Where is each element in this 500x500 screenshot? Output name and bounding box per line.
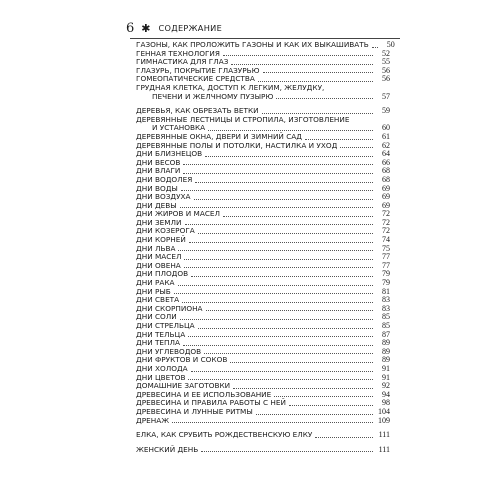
toc-entry-page: 68 (382, 166, 390, 176)
toc-entry-continuation (136, 93, 390, 102)
toc-entry-title: ДРЕВЕСИНА И ЕЕ ИСПОЛЬЗОВАНИЕ (136, 389, 272, 399)
dot-leader (204, 353, 373, 354)
section-title: СОДЕРЖАНИЕ (158, 23, 223, 33)
toc-entry-page: 111 (378, 430, 390, 440)
toc-entry-title: ДНИ ОВЕНА (136, 260, 181, 270)
toc-entry-page: 57 (382, 91, 390, 101)
toc-entry-title: ДЕРЕВЯННЫЕ ЛЕСТНИЦЫ И СТРОПИЛА, ИЗГОТОВЛЕНИЕ (136, 114, 350, 124)
toc-entry-page: 55 (382, 57, 390, 67)
dot-leader (189, 242, 373, 243)
dot-leader (195, 182, 373, 183)
dot-leader (178, 250, 373, 251)
toc-entry-title: ГЕННАЯ ТЕХНОЛОГИЯ (136, 48, 220, 58)
dot-leader (178, 285, 373, 286)
toc-entry-page: 69 (382, 192, 390, 202)
toc-entry-page: 85 (382, 321, 390, 330)
table-of-contents (136, 40, 395, 454)
toc-entry-title: ДЕРЕВЯННЫЕ ОКНА, ДВЕРИ И ЗИМНИЙ САД (136, 131, 302, 141)
toc-entry-page: 61 (382, 131, 390, 141)
dot-leader (201, 451, 373, 452)
dot-leader (182, 302, 373, 303)
toc-entry-page: 77 (382, 260, 390, 270)
toc-entry-title: ДЕРЕВЯННЫЕ ПОЛЫ И ПОТОЛКИ, НАСТИЛКА И УХОД (136, 140, 338, 150)
toc-entry-page: 89 (382, 355, 390, 365)
dot-leader (188, 379, 373, 380)
toc-entry-page: 91 (382, 363, 390, 373)
toc-entry-page: 56 (382, 74, 390, 84)
toc-entry-title: ДНИ ПЛОДОВ (136, 269, 189, 279)
toc-entry-page: 87 (382, 329, 390, 339)
toc-entry-title-cont: ПЕЧЕНИ И ЖЕЛЧНОМУ ПУЗЫРЮ (152, 91, 274, 101)
dot-leader (180, 207, 373, 208)
dot-leader (188, 336, 373, 337)
toc-entry-page: 111 (378, 444, 390, 454)
dot-leader (223, 216, 373, 217)
toc-entry-page: 75 (382, 243, 390, 253)
toc-entry-page: 89 (382, 346, 390, 356)
toc-entry-title: ДНИ ВОДЫ (136, 183, 178, 193)
dot-leader (184, 259, 373, 260)
toc-entry-page: 83 (382, 303, 390, 313)
toc-entry-title: ДРЕВЕСИНА И ПРАВИЛА РАБОТЫ С НЕЙ (136, 398, 286, 408)
toc-entry-page: 85 (382, 312, 390, 322)
toc-entry-title: ДРЕВЕСИНА И ЛУННЫЕ РИТМЫ (136, 406, 253, 416)
dot-leader (223, 55, 373, 56)
toc-entry-page: 59 (382, 106, 390, 116)
toc-entry (136, 417, 390, 426)
dot-leader (315, 437, 373, 438)
toc-entry-title: ГИМНАСТИКА ДЛЯ ГЛАЗ (136, 57, 229, 67)
toc-entry-title: ДНИ УГЛЕВОДОВ (136, 346, 202, 356)
toc-entry-title: ДНИ СКОРПИОНА (136, 303, 203, 313)
toc-entry-page: 68 (382, 174, 390, 184)
dot-leader (230, 362, 373, 363)
toc-entry-page: 72 (382, 217, 390, 227)
toc-entry-title: ДНИ РЫБ (136, 286, 171, 296)
toc-entry-page: 94 (382, 389, 390, 399)
toc-entry-title: ДНИ БЛИЗНЕЦОВ (136, 149, 203, 159)
toc-entry-title-cont: И УСТАНОВКА (152, 123, 206, 133)
toc-entry-title: ДНИ ЛЬВА (136, 243, 176, 253)
toc-entry-title: ДОМАШНИЕ ЗАГОТОВКИ (136, 381, 231, 391)
toc-entry-page: 60 (382, 123, 390, 133)
toc-entry-title: ДНИ СТРЕЛЬЦА (136, 321, 195, 330)
dot-leader (185, 224, 374, 225)
toc-entry-title: ДНИ ЦВЕТОВ (136, 372, 186, 382)
toc-entry-page: 62 (382, 140, 390, 150)
toc-entry-title: ДНИ СВЕТА (136, 295, 180, 305)
toc-entry-title: ДНИ КОРНЕЙ (136, 235, 186, 245)
toc-entry-title: ДНИ ЗЕМЛИ (136, 217, 182, 227)
dot-leader (305, 139, 373, 140)
toc-entry-title: ЕЛКА, КАК СРУБИТЬ РОЖДЕСТВЕНСКУЮ ЕЛКУ (136, 430, 313, 440)
toc-entry (136, 279, 390, 288)
dot-leader (191, 371, 373, 372)
dot-leader (372, 47, 378, 48)
toc-entry-title: ГАЗОНЫ, КАК ПРОЛОЖИТЬ ГАЗОНЫ И КАК ИХ ВЫКАШИВАТЬ (136, 40, 369, 49)
toc-entry-page: 64 (382, 149, 390, 159)
toc-entry-page: 92 (382, 381, 390, 391)
toc-entry-page: 69 (382, 200, 390, 210)
dot-leader (208, 130, 373, 131)
toc-entry-title: ДНИ ВЕСОВ (136, 157, 181, 167)
dot-leader (194, 199, 373, 200)
toc-entry-page: 104 (378, 406, 390, 416)
toc-entry (136, 408, 390, 417)
toc-entry-title: ГЛАЗУРЬ, ПОКРЫТИЕ ГЛАЗУРЬЮ (136, 65, 260, 75)
toc-entry-page: 69 (382, 183, 390, 193)
star-ornament-icon: ✱ (141, 21, 151, 35)
toc-entry-title: ДНИ ДЕВЫ (136, 200, 177, 210)
dot-leader (276, 98, 373, 99)
page-number: 6 (126, 20, 135, 36)
toc-entry-page: 74 (382, 235, 390, 245)
toc-entry-title: ДНИ ТЕПЛА (136, 338, 180, 348)
page-header (126, 20, 222, 36)
toc-entry-title: ДНИ МАСЕЛ (136, 252, 182, 262)
dot-leader (174, 293, 373, 294)
toc-entry-page: 66 (382, 157, 390, 167)
dot-leader (198, 328, 373, 329)
toc-entry-title: ДНИ КОЗЕРОГА (136, 226, 195, 236)
dot-leader (198, 233, 373, 234)
toc-entry (136, 116, 390, 133)
toc-entry-title: ДНИ ХОЛОДА (136, 363, 188, 373)
toc-entry (136, 446, 390, 455)
dot-leader (231, 64, 373, 65)
dot-leader (256, 414, 373, 415)
dot-leader (233, 388, 373, 389)
toc-entry-title: ЖЕНСКИЙ ДЕНЬ (136, 444, 199, 454)
toc-entry-page: 91 (382, 372, 390, 382)
dot-leader (263, 72, 373, 73)
toc-entry-page: 77 (382, 252, 390, 262)
toc-entry-page: 79 (382, 269, 390, 279)
dot-leader (183, 345, 373, 346)
toc-entry-title: ДНИ ВОДОЛЕЯ (136, 174, 193, 184)
dot-leader (274, 396, 373, 397)
dot-leader (181, 190, 373, 191)
dot-leader (184, 267, 373, 268)
toc-entry-page: 56 (382, 65, 390, 75)
dot-leader (262, 113, 373, 114)
toc-entry-title: ДНИ ВОЗДУХА (136, 192, 191, 202)
toc-entry-page: 79 (382, 278, 390, 288)
toc-entry-page: 72 (382, 226, 390, 236)
toc-entry-title: ДНИ ФРУКТОВ И СОКОВ (136, 355, 228, 365)
toc-entry-title: ГОМЕОПАТИЧЕСКИЕ СРЕДСТВА (136, 74, 255, 84)
toc-entry-page: 89 (382, 338, 390, 348)
toc-entry-page: 81 (382, 286, 390, 296)
dot-leader (205, 156, 373, 157)
dot-leader (172, 422, 373, 423)
toc-entry-title: ДНИ ЖИРОВ И МАСЕЛ (136, 209, 221, 219)
toc-entry-page: 109 (378, 415, 390, 425)
header-rule (130, 38, 400, 39)
toc-entry-page: 72 (382, 209, 390, 219)
toc-entry-title: ДНИ ВЛАГИ (136, 166, 181, 176)
toc-entry-title: ДЕРЕВЬЯ, КАК ОБРЕЗАТЬ ВЕТКИ (136, 106, 259, 116)
toc-entry-title: ДНИ РАКА (136, 278, 175, 288)
toc-entry-page: 83 (382, 295, 390, 305)
dot-leader (183, 173, 373, 174)
toc-entry (136, 84, 390, 101)
toc-entry (136, 431, 390, 440)
dot-leader (206, 310, 373, 311)
toc-entry-title: ГРУДНАЯ КЛЕТКА, ДОСТУП К ЛЕГКИМ, ЖЕЛУДКУ, (136, 82, 325, 92)
dot-leader (191, 276, 373, 277)
toc-entry-title: ДНИ ТЕЛЬЦА (136, 329, 186, 339)
dot-leader (289, 405, 373, 406)
toc-entry-title: ДНИ СОЛИ (136, 312, 177, 322)
toc-entry-title: ДРЕНАЖ (136, 415, 170, 425)
dot-leader (183, 164, 373, 165)
dot-leader (340, 147, 373, 148)
dot-leader (258, 81, 373, 82)
toc-entry-page: 98 (382, 398, 390, 408)
toc-entry-page: 50 (386, 40, 395, 49)
toc-entry-page: 52 (382, 48, 390, 58)
dot-leader (180, 319, 373, 320)
